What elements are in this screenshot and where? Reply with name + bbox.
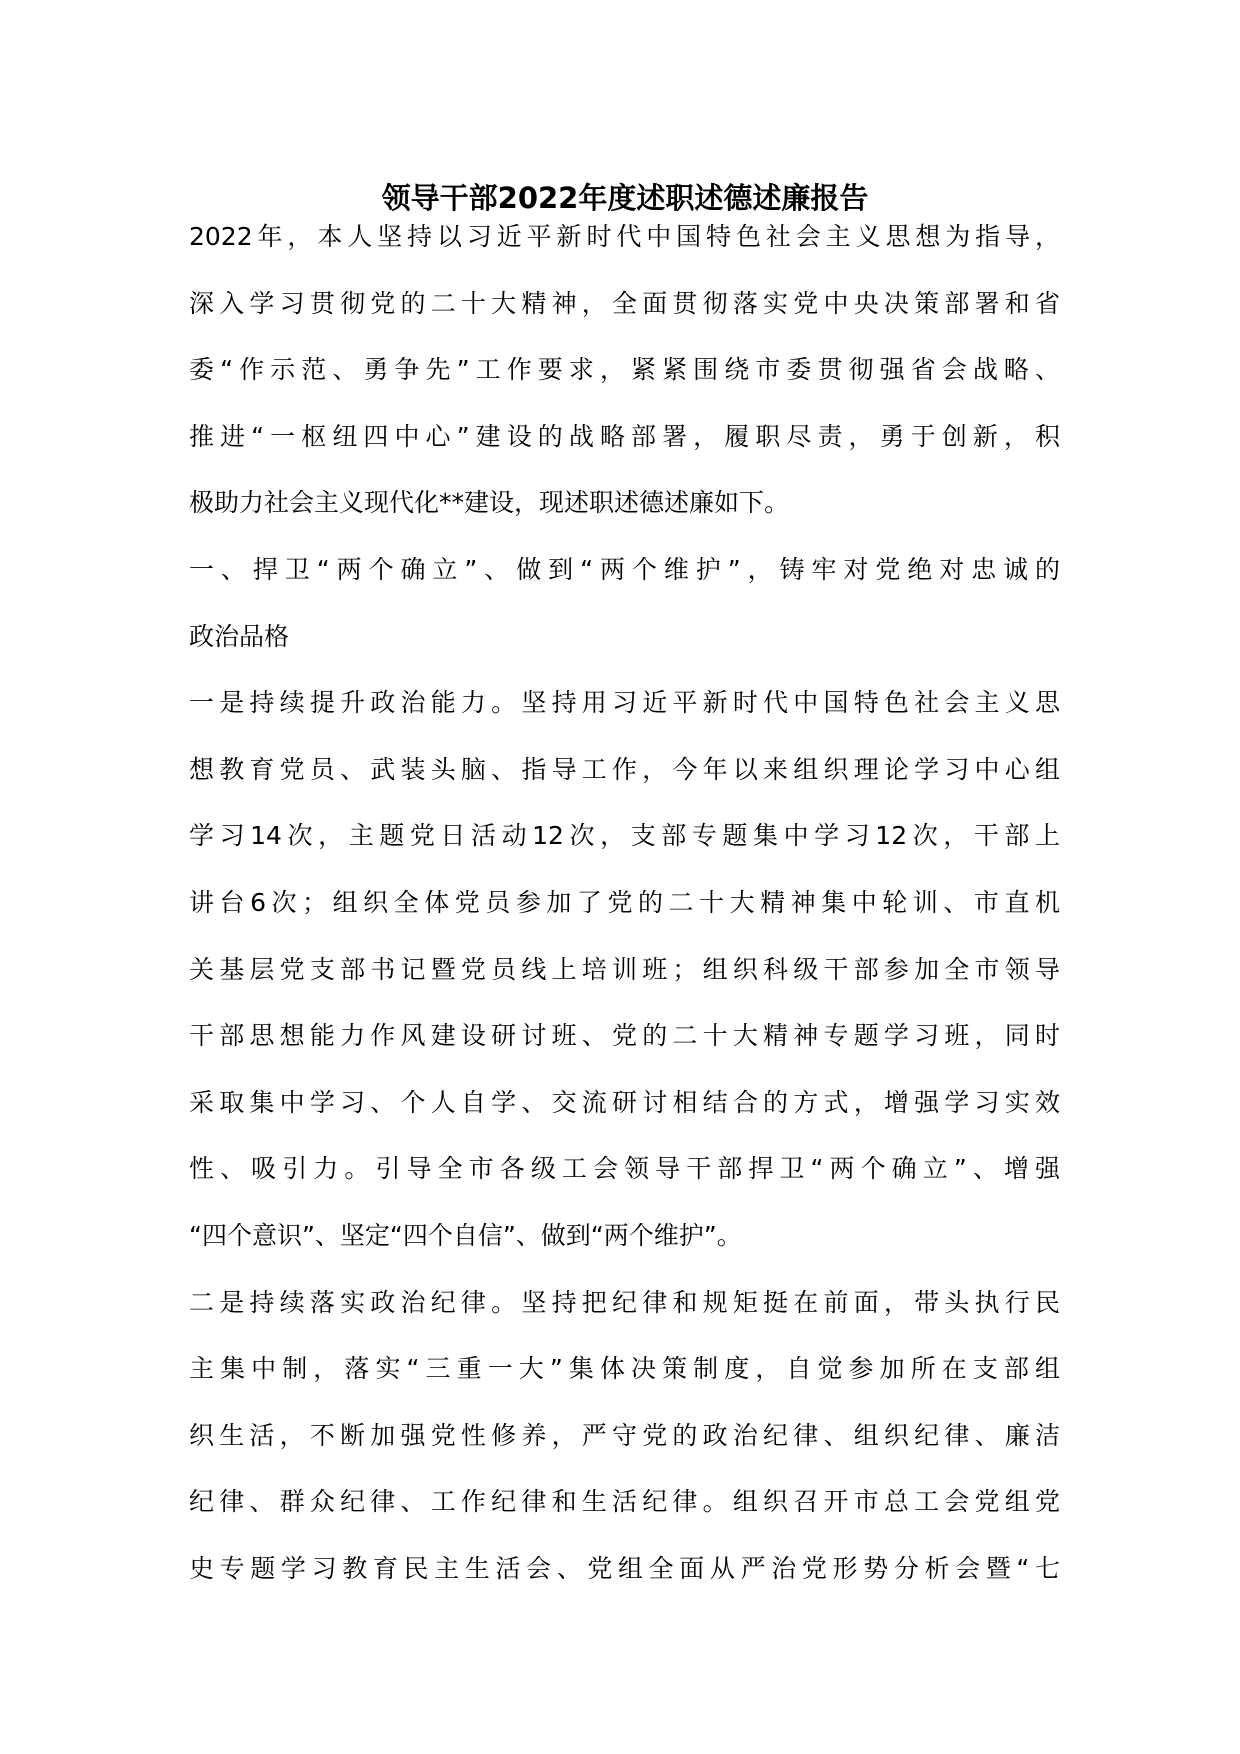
text-line: 纪律、群众纪律、工作纪律和生活纪律。组织召开市总工会党组党 [189, 1487, 1060, 1517]
text-line: 性、吸引力。引导全市各级工会领导干部捍卫“两个确立”、增强 [189, 1154, 1060, 1184]
paragraph [189, 670, 1060, 1269]
document-body [189, 204, 1060, 1602]
section-heading [189, 537, 1060, 670]
text-line: 关基层党支部书记暨党员线上培训班；组织科级干部参加全市领导 [189, 954, 1060, 984]
text-line: 史专题学习教育民主生活会、党组全面从严治党形势分析会暨“七 [189, 1553, 1060, 1583]
text-line: 采取集中学习、个人自学、交流研讨相结合的方式，增强学习实效 [189, 1087, 1060, 1117]
text-line: 学习14次，主题党日活动12次，支部专题集中学习12次，干部上 [189, 821, 1060, 851]
text-line: 织生活，不断加强党性修养，严守党的政治纪律、组织纪律、廉洁 [189, 1420, 1060, 1450]
text-line: 一是持续提升政治能力。坚持用习近平新时代中国特色社会主义思 [189, 688, 1060, 718]
text-line: 主集中制，落实“三重一大”集体决策制度，自觉参加所在支部组 [189, 1354, 1060, 1384]
text-line: 极助力社会主义现代化**建设，现述职述德述廉如下。 [189, 488, 790, 518]
text-line: “四个意识”、坚定“四个自信”、做到“两个维护”。 [189, 1220, 742, 1250]
text-line: 想教育党员、武装头脑、指导工作，今年以来组织理论学习中心组 [189, 754, 1060, 784]
text-line: 推进“一枢纽四中心”建设的战略部署，履职尽责，勇于创新，积 [189, 421, 1060, 451]
text-line: 干部思想能力作风建设研讨班、党的二十大精神专题学习班，同时 [189, 1021, 1060, 1051]
paragraph [189, 204, 1060, 537]
text-line: 讲台6次；组织全体党员参加了党的二十大精神集中轮训、市直机 [189, 887, 1060, 917]
text-line: 二是持续落实政治纪律。坚持把纪律和规矩挺在前面，带头执行民 [189, 1287, 1060, 1317]
document-title: 领导干部2022年度述职述德述廉报告 [381, 181, 869, 215]
text-line: 深入学习贯彻党的二十大精神，全面贯彻落实党中央决策部署和省 [189, 288, 1060, 318]
text-line: 委“作示范、勇争先”工作要求，紧紧围绕市委贯彻强省会战略、 [189, 355, 1060, 385]
text-line: 2022年，本人坚持以习近平新时代中国特色社会主义思想为指导， [189, 222, 1060, 251]
paragraph [189, 1270, 1060, 1603]
text-line: 政治品格 [189, 621, 290, 651]
text-line: 一、捍卫“两个确立”、做到“两个维护”，铸牢对党绝对忠诚的 [189, 554, 1060, 584]
